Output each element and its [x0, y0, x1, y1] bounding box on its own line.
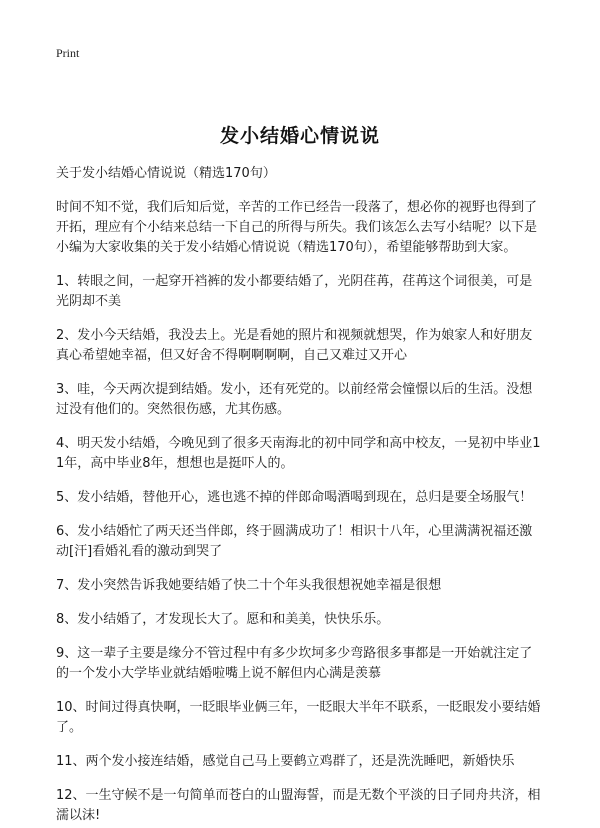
list-item: 2、发小今天结婚，我没去上。光是看她的照片和视频就想哭，作为娘家人和好朋友真心希望她幸福，但又好舍不得啊啊啊啊，自己又难过又开心	[56, 328, 533, 363]
document-title: 发小结婚心情说说	[219, 125, 380, 147]
list-item: 11、两个发小接连结婚，感觉自己马上要鹤立鸡群了，还是洗洗睡吧，新婚快乐	[56, 754, 515, 769]
list-item: 1、转眼之间，一起穿开裆裤的发小都要结婚了，光阴荏苒，荏苒这个词很美，可是光阴却不美	[56, 274, 533, 309]
list-item: 5、发小结婚，替他开心，逃也逃不掉的伴郎命喝酒喝到现在，总归是要全场服气！	[56, 490, 533, 505]
document-subtitle: 关于发小结婚心情说说（精选170句）	[56, 166, 276, 181]
list-item: 3、哇，今天两次提到结婚。发小，还有死党的。以前经常会憧憬以后的生活。没想过没有他们的。突然很伤感，尤其伤感。	[56, 382, 533, 417]
list-item: 10、时间过得真快啊，一眨眼毕业俩三年，一眨眼大半年不联系，一眨眼发小要结婚了。	[56, 700, 541, 735]
list-item: 4、明天发小结婚，今晚见到了很多天南海北的初中同学和高中校友，一晃初中毕业11年，高中毕业8年，想想也是挺吓人的。	[56, 436, 541, 471]
list-item: 7、发小突然告诉我她要结婚了快二十个年头我很想祝她幸福是很想	[56, 578, 442, 593]
list-item: 6、发小结婚忙了两天还当伴郎，终于圆满成功了！相识十八年，心里满满祝福还激动[汗]看婚礼看的激动到哭了	[56, 524, 533, 559]
intro-paragraph: 时间不知不觉，我们后知后觉，辛苦的工作已经告一段落了，想必你的视野也得到了开拓，理应有个小结来总结一下自己的所得与所失。我们该怎么去写小结呢？以下是小编为大家收集的关于发小结婚心情说说（精选170句），希望能够帮助到大家。	[56, 200, 538, 255]
list-item: 12、一生守候不是一句简单而苍白的山盟海誓，而是无数个平淡的日子同舟共济，相濡以沫!	[56, 788, 541, 823]
list-item: 9、这一辈子主要是缘分不管过程中有多少坎坷多少弯路很多事都是一开始就注定了的一个发小大学毕业就结婚啦嘴上说不解但内心满是羡慕	[56, 646, 533, 681]
print-link[interactable]: Print	[56, 46, 80, 60]
list-item: 8、发小结婚了，才发现长大了。愿和和美美，快快乐乐。	[56, 612, 390, 627]
